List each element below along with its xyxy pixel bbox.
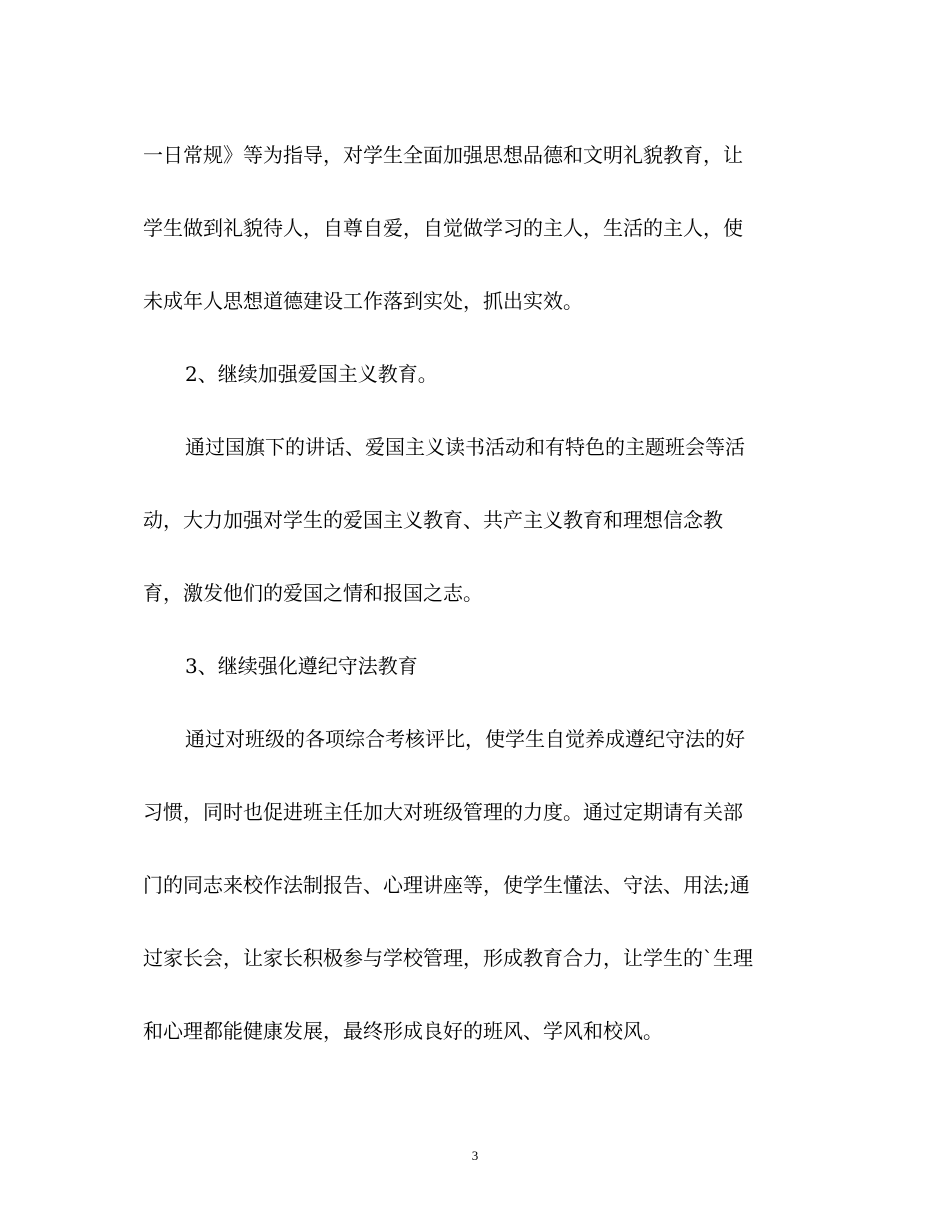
text-line: 通过国旗下的讲话、爱国主义读书活动和有特色的主题班会等活 — [185, 435, 745, 459]
text-line: 育，激发他们的爱国之情和报国之志。 — [143, 581, 483, 605]
text-line: 过家长会，让家长积极参与学校管理，形成教育合力，让学生的`生理 — [143, 946, 753, 970]
text-line: 动，大力加强对学生的爱国主义教育、共产主义教育和理想信念教 — [143, 508, 723, 532]
text-line: 未成年人思想道德建设工作落到实处，抓出实效。 — [143, 289, 583, 313]
page-number: 3 — [471, 1148, 479, 1163]
section-heading: 3、继续强化遵纪守法教育 — [185, 654, 418, 678]
section-heading: 2、继续加强爱国主义教育。 — [185, 362, 438, 386]
text-line: 和心理都能健康发展，最终形成良好的班风、学风和校风。 — [143, 1019, 663, 1043]
text-line: 一日常规》等为指导，对学生全面加强思想品德和文明礼貌教育，让 — [143, 143, 743, 167]
text-line: 门的同志来校作法制报告、心理讲座等，使学生懂法、守法、用法;通 — [143, 873, 750, 897]
text-line: 学生做到礼貌待人，自尊自爱，自觉做学习的主人，生活的主人，使 — [143, 216, 743, 240]
text-line: 习惯，同时也促进班主任加大对班级管理的力度。通过定期请有关部 — [143, 800, 743, 824]
text-line: 通过对班级的各项综合考核评比，使学生自觉养成遵纪守法的好 — [185, 727, 745, 751]
